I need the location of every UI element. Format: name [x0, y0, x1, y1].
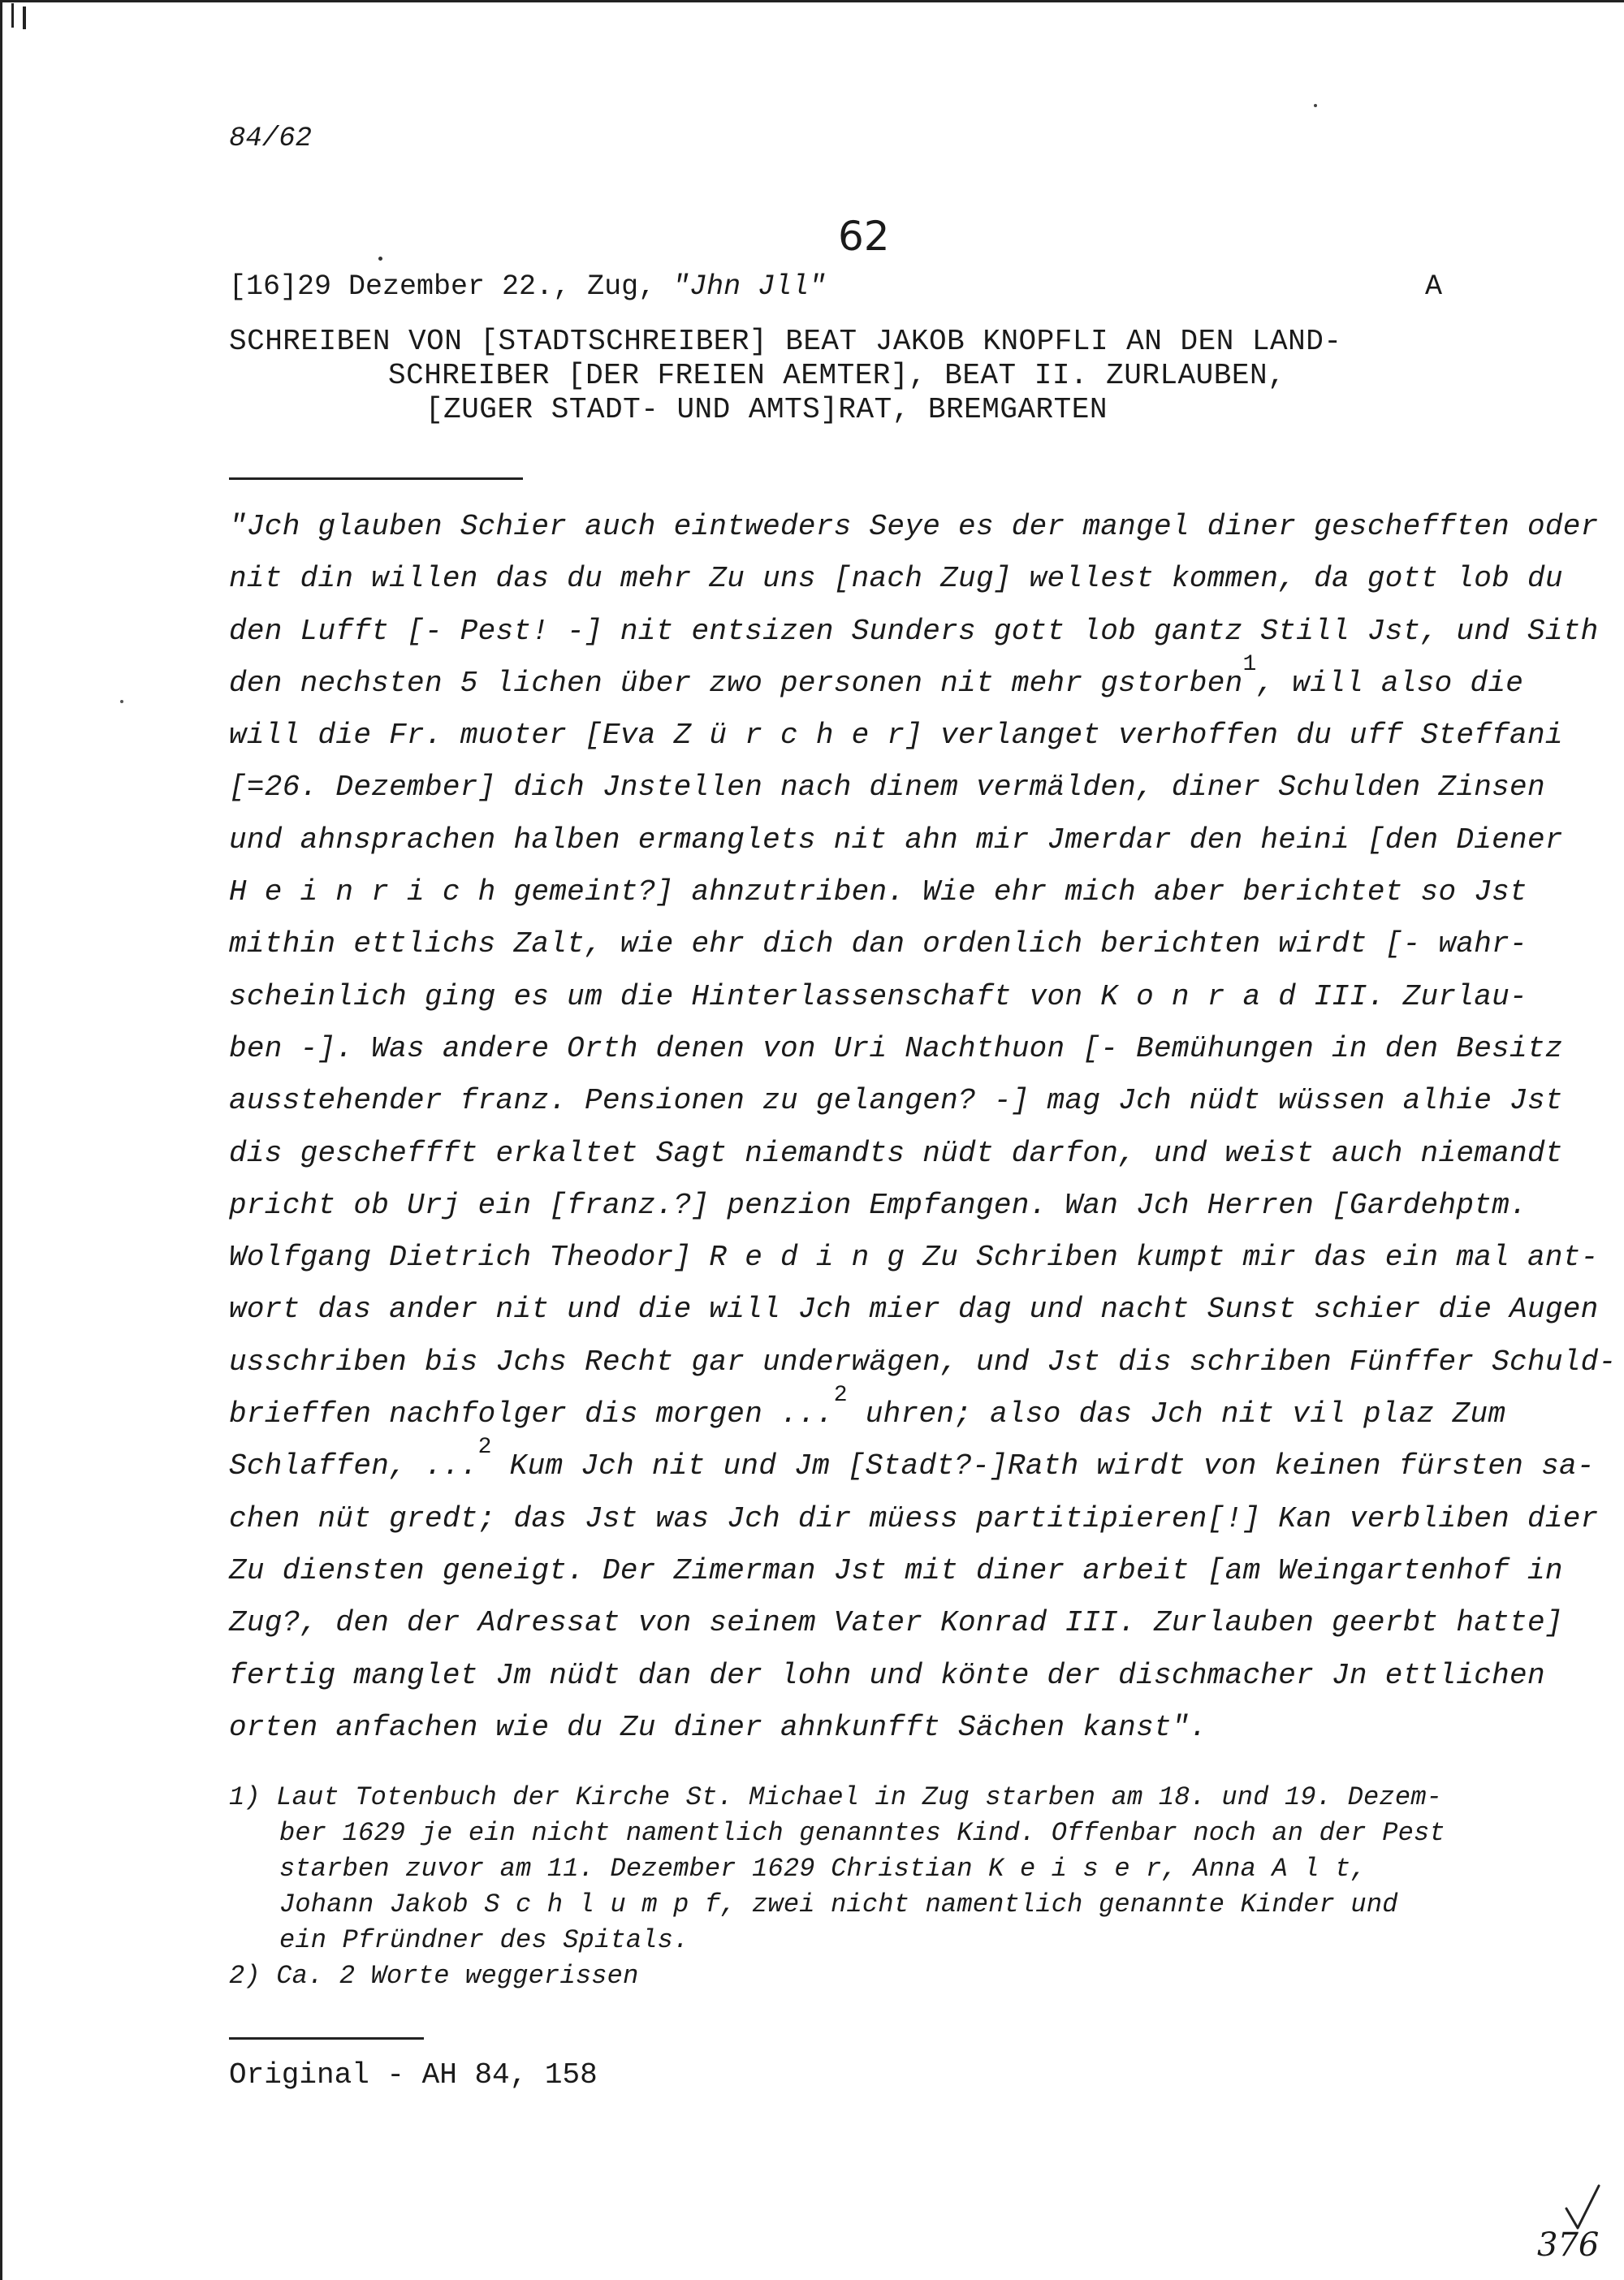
body-line-text: Schlaffen, ... [229, 1449, 478, 1483]
body-line: "Jch glauben Schier auch eintweders Seye es der mangel diner geschefften oder [229, 510, 1599, 543]
scan-mark [11, 3, 14, 28]
body-line [229, 1383, 1528, 1449]
body-line-tail: , will also die [1256, 666, 1524, 700]
body-line: pricht ob Urj ein [franz.?] penzion Empfangen. Wan Jch Herren [Gardehptm. [229, 1188, 1527, 1222]
footnote-ref: 1 [1242, 651, 1257, 677]
scan-mark [23, 6, 26, 29]
date-text: [16]29 Dezember 22., Zug, [229, 270, 673, 303]
body-line: H e i n r i c h gemeint?] ahnzutriben. Wie ehr mich aber berichtet so Jst [229, 875, 1527, 909]
body-line: den Lufft [- Pest! -] nit entsizen Sunders gott lob gantz Still Jst, und Sith [229, 614, 1599, 648]
archive-reference: 84/62 [229, 123, 313, 154]
source-reference: Original - AH 84, 158 [229, 2058, 598, 2092]
body-line: mithin ettlichs Zalt, wie ehr dich dan ordenlich berichten wirdt [- wahr- [229, 927, 1527, 961]
footer-divider [229, 2037, 424, 2040]
body-line: will die Fr. muoter [Eva Z ü r c h e r] verlanget verhoffen du uff Steffani [229, 719, 1563, 753]
body-line: ben -]. Was andere Orth denen von Uri Nachthuon [- Bemühungen in den Besitz [229, 1031, 1563, 1065]
title-line-2: SCHREIBER [DER FREIEN AEMTER], BEAT II. ZURLAUBEN, [388, 359, 1286, 392]
body-line: usschriben bis Jchs Recht gar underwägen, und Jst dis schriben Fünffer Schuld- [229, 1345, 1617, 1379]
body-line: nit din willen das du mehr Zu uns [nach Zug] wellest kommen, da gott lob du [229, 562, 1563, 596]
footnote-ref: 2 [833, 1383, 848, 1409]
body-line: wort das ander nit und die will Jch mier dag und nacht Sunst schier die Augen [229, 1293, 1599, 1327]
handwritten-page-number: 376 [1537, 2226, 1600, 2264]
footnote-ref: 2 [477, 1435, 492, 1461]
body-line [229, 1435, 1595, 1501]
body-line: Zu diensten geneigt. Der Zimerman Jst mit diner arbeit [am Weingartenhof in [229, 1553, 1563, 1587]
title-line-1: SCHREIBEN VON [STADTSCHREIBER] BEAT JAKOB KNOPFLI AN DEN LAND- [229, 325, 1342, 358]
top-border-line [0, 0, 1624, 2]
scan-speck [120, 700, 123, 703]
footnote-2: 2) Ca. 2 Worte weggerissen [229, 1961, 639, 1991]
date-place-italic: "Jhn Jll" [672, 270, 827, 303]
body-line-text: den nechsten 5 lichen über zwo personen nit mehr gstorben [229, 666, 1243, 700]
scan-speck [1314, 104, 1317, 107]
body-line: fertig manglet Jm nüdt dan der lohn und könte der dischmacher Jn ettlichen [229, 1658, 1545, 1692]
scan-speck [378, 257, 382, 261]
body-line: ausstehender franz. Pensionen zu gelangen? -] mag Jch nüdt wüssen alhie Jst [229, 1084, 1563, 1118]
body-line: Wolfgang Dietrich Theodor] R e d i n g Zu Schriben kumpt mir das ein mal ant- [229, 1241, 1599, 1275]
body-line-text: brieffen nachfolger dis morgen ... [229, 1397, 834, 1431]
body-line: und ahnsprachen halben ermanglets nit ahn mir Jmerdar den heini [den Diener [229, 823, 1563, 857]
body-line: [=26. Dezember] dich Jnstellen nach dinem vermälden, diner Schulden Zinsen [229, 771, 1545, 805]
body-line [229, 651, 1528, 719]
footnote-1-line-4: Johann Jakob S c h l u m p f, zwei nicht namentlich genannte Kinder und [279, 1889, 1398, 1919]
date-line [229, 270, 826, 303]
letter-code: A [1425, 270, 1443, 303]
footnote-1-line-2: ber 1629 je ein nicht namentlich genanntes Kind. Offenbar noch an der Pest [279, 1818, 1445, 1848]
footnote-1-line-5: ein Pfründner des Spitals. [279, 1925, 689, 1955]
body-line: orten anfachen wie du Zu diner ahnkunfft Sächen kanst". [229, 1710, 1207, 1744]
body-line-tail: uhren; also das Jch nit vil plaz Zum [847, 1397, 1506, 1431]
body-line: Zug?, den der Adressat von seinem Vater Konrad III. Zurlauben geerbt hatte] [229, 1606, 1563, 1640]
title-divider [229, 477, 523, 480]
footnote-1-line-1: 1) Laut Totenbuch der Kirche St. Michael in Zug starben am 18. und 19. Dezem- [229, 1782, 1443, 1812]
body-line: chen nüt gredt; das Jst was Jch dir müess partitipieren[!] Kan verbliben dier [229, 1501, 1599, 1535]
body-line-tail: Kum Jch nit und Jm [Stadt?-]Rath wirdt von keinen fürsten sa- [491, 1449, 1595, 1483]
checkmark-icon [1563, 2184, 1602, 2231]
document-number: 62 [838, 213, 890, 260]
letter-body [229, 510, 1617, 1763]
left-border-line [0, 0, 2, 2280]
footnote-1-line-3: starben zuvor am 11. Dezember 1629 Christian K e i s e r, Anna A l t, [279, 1854, 1367, 1884]
title-line-3: [ZUGER STADT- UND AMTS]RAT, BREMGARTEN [425, 393, 1108, 426]
body-line: scheinlich ging es um die Hinterlassenschaft von K o n r a d III. Zurlau- [229, 979, 1527, 1013]
body-line: dis gescheffft erkaltet Sagt niemandts nüdt darfon, und weist auch niemandt [229, 1136, 1563, 1170]
